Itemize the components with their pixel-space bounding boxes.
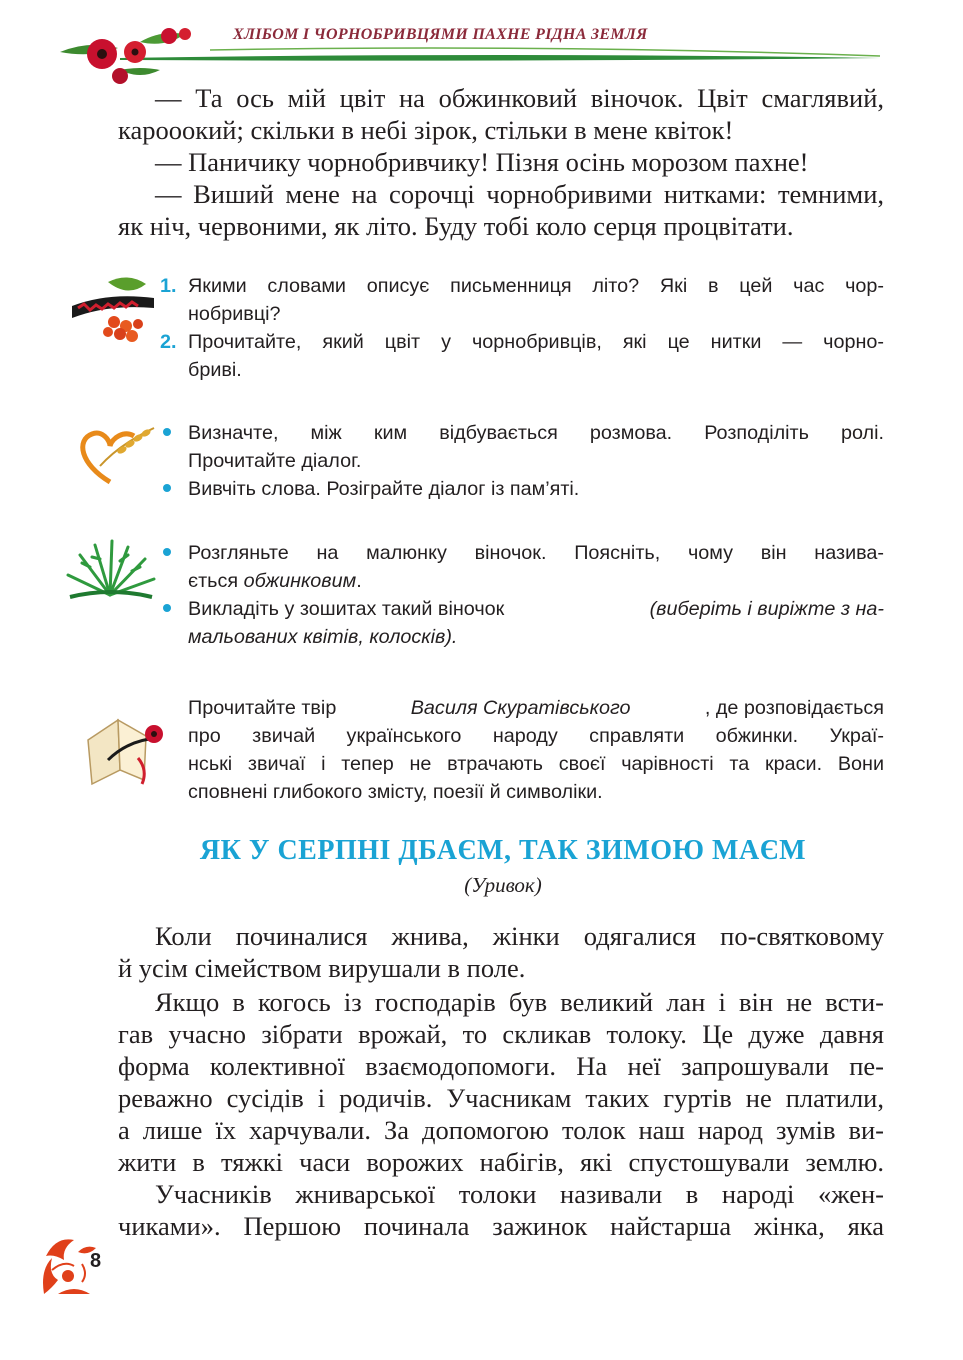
- question-text: бриві.: [188, 359, 242, 381]
- story-line: Учасників жниварської толоки називали в народі «жен-: [155, 1179, 884, 1209]
- poem-line: — Паничику чорнобривчику! Пізня осінь морозом пахне!: [155, 147, 809, 177]
- green-sprouts-icon: [60, 535, 160, 605]
- poem-line: як ніч, червоними, як літо. Буду тобі коло серця процвітати.: [118, 211, 794, 241]
- viburnum-embroidery-icon: [68, 272, 158, 352]
- question-text: Якими словами описує письменниця літо? Які в цей час чор-: [188, 275, 884, 297]
- poem-line: — Та ось мій цвіт на обжинковий віночок. Цвіт смаглявий,: [155, 83, 884, 113]
- bullet: [163, 428, 171, 436]
- poppy-bud-icon: [155, 24, 195, 54]
- story-line: Коли починалися жнива, жінки одягалися по-святковому: [155, 921, 884, 951]
- story-line: чиками». Першою починала зажинок найстарша жінка, яка: [118, 1211, 884, 1241]
- section-subtitle: (Уривок): [464, 873, 542, 897]
- question-text: Прочитайте, який цвіт у чорнобривців, які це нитки — чорно-: [188, 331, 884, 353]
- poem-line: карооокий; скільки в небі зірок, стільки в мене квіток!: [118, 115, 734, 145]
- wheat-heart-icon: [70, 420, 160, 490]
- bullet: [163, 604, 171, 612]
- question-number: 1.: [160, 275, 177, 297]
- story-line: а лише їх харчували. За допомогою толок наш народ зумів ви-: [118, 1115, 884, 1145]
- story-line: гав учасно зібрати врожай, то скликав толоку. Це дуже давня: [118, 1019, 884, 1049]
- page-number: 8: [90, 1250, 102, 1272]
- task-text: Прочитайте діалог.: [188, 450, 362, 472]
- question-text: нобривці?: [188, 303, 281, 325]
- reading-text: нські звичаї і тепер не втрачають своєї чарівності та краси. Вони: [188, 753, 884, 775]
- story-line: реважно сусідів і родичів. Учасникам таких гуртів не платили,: [118, 1083, 884, 1113]
- question-number: 2.: [160, 331, 177, 353]
- story-line: жити в тяжкі часи ворожих набігів, які спустошували землю.: [118, 1147, 884, 1177]
- bullet: [163, 484, 171, 492]
- bullet: [163, 548, 171, 556]
- task-text: Визначте, між ким відбувається розмова. Розподіліть ролі.: [188, 422, 884, 444]
- section-title: ЯК У СЕРПНІ ДБАЄМ, ТАК ЗИМОЮ МАЄМ: [199, 835, 807, 866]
- poppy-flower-icon: [80, 30, 160, 85]
- task-text: Викладіть у зошитах такий віночок (виберіть і виріжте з на-: [188, 598, 884, 620]
- task-text: мальованих квітів, колосків).: [188, 626, 458, 648]
- reading-text: сповнені глибокого змісту, поезії й символіки.: [188, 781, 603, 803]
- story-line: форма колективної взаємодопомоги. На неї запрошували пе-: [118, 1051, 884, 1081]
- story-line: Якщо в когось із господарів був великий лан і він не всти-: [155, 987, 884, 1017]
- poem-line: — Виший мене на сорочці чорнобривими нитками: темними,: [155, 179, 884, 209]
- story-line: й усім сімейством вирушали в поле.: [118, 953, 526, 983]
- reading-text: про звичай українського народу справляти обжинки. Украї-: [188, 725, 884, 747]
- corner-ornament-icon: [38, 1230, 118, 1300]
- task-text: ється обжинковим.: [188, 570, 362, 592]
- reading-text: Прочитайте твір Василя Скуратівського , де розповідається: [188, 697, 884, 719]
- task-text: Розгляньте на малюнку віночок. Поясніть, чому він назива-: [188, 542, 884, 564]
- book-icon: [78, 700, 168, 790]
- task-text: Вивчіть слова. Розіграйте діалог із пам’яті.: [188, 478, 580, 500]
- header-title: ХЛІБОМ І ЧОРНОБРИВЦЯМИ ПАХНЕ РІДНА ЗЕМЛЯ: [233, 26, 648, 43]
